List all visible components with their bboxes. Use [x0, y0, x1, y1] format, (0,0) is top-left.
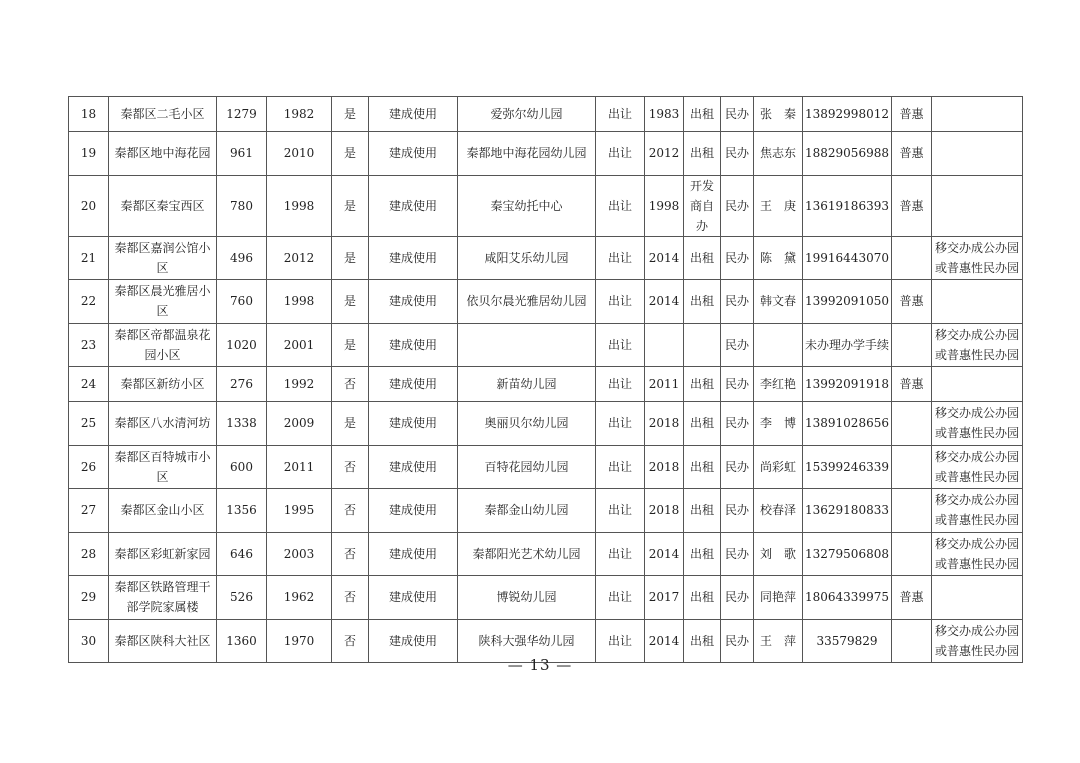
cell-households: 1279	[217, 97, 267, 132]
cell-year-built: 2009	[267, 402, 332, 446]
cell-supporting: 否	[332, 445, 369, 489]
cell-start-year	[645, 323, 684, 367]
cell-principal: 同艳萍	[754, 576, 803, 620]
cell-start-year: 2014	[645, 619, 684, 663]
page-number: — 13 —	[507, 656, 573, 674]
cell-remark: 移交办成公办园或普惠性民办园	[932, 236, 1023, 280]
cell-principal: 校春泽	[754, 489, 803, 533]
cell-remark	[932, 367, 1023, 402]
cell-year-built: 2001	[267, 323, 332, 367]
cell-operation-mode: 出租	[684, 445, 721, 489]
cell-operation-mode: 出租	[684, 576, 721, 620]
cell-year-built: 1995	[267, 489, 332, 533]
cell-usage-status: 建成使用	[369, 402, 458, 446]
cell-phone: 19916443070	[803, 236, 892, 280]
cell-start-year: 2018	[645, 445, 684, 489]
cell-principal: 陈 黛	[754, 236, 803, 280]
cell-remark: 移交办成公办园或普惠性民办园	[932, 445, 1023, 489]
cell-households: 526	[217, 576, 267, 620]
table-row	[69, 132, 1023, 176]
cell-community-name: 秦都区地中海花园	[109, 132, 217, 176]
cell-supporting: 是	[332, 402, 369, 446]
cell-kindergarten-name: 爱弥尔幼儿园	[458, 97, 596, 132]
cell-principal: 李红艳	[754, 367, 803, 402]
cell-year-built: 1970	[267, 619, 332, 663]
cell-inclusive	[892, 532, 932, 576]
cell-start-year: 2014	[645, 236, 684, 280]
cell-seq-no: 26	[69, 445, 109, 489]
cell-inclusive: 普惠	[892, 175, 932, 236]
cell-kindergarten-name: 秦宝幼托中心	[458, 175, 596, 236]
cell-seq-no: 21	[69, 236, 109, 280]
cell-seq-no: 25	[69, 402, 109, 446]
cell-usage-status: 建成使用	[369, 97, 458, 132]
cell-remark: 移交办成公办园或普惠性民办园	[932, 619, 1023, 663]
cell-year-built: 2010	[267, 132, 332, 176]
cell-inclusive	[892, 489, 932, 533]
cell-operation-mode: 出租	[684, 97, 721, 132]
cell-supporting: 是	[332, 236, 369, 280]
cell-inclusive: 普惠	[892, 280, 932, 324]
cell-supporting: 否	[332, 489, 369, 533]
cell-inclusive: 普惠	[892, 97, 932, 132]
cell-phone: 15399246339	[803, 445, 892, 489]
cell-kindergarten-name: 依贝尔晨光雅居幼儿园	[458, 280, 596, 324]
table-row	[69, 445, 1023, 489]
cell-usage-status: 建成使用	[369, 532, 458, 576]
cell-remark	[932, 132, 1023, 176]
cell-phone: 13992091918	[803, 367, 892, 402]
cell-seq-no: 20	[69, 175, 109, 236]
cell-phone: 未办理办学手续	[803, 323, 892, 367]
cell-year-built: 1982	[267, 97, 332, 132]
cell-inclusive	[892, 402, 932, 446]
cell-principal: 王 萍	[754, 619, 803, 663]
cell-kindergarten-name: 咸阳艾乐幼儿园	[458, 236, 596, 280]
cell-principal: 李 博	[754, 402, 803, 446]
cell-kindergarten-name: 陕科大强华幼儿园	[458, 619, 596, 663]
cell-operation-mode: 开发商自办	[684, 175, 721, 236]
cell-community-name: 秦都区晨光雅居小区	[109, 280, 217, 324]
cell-school-type: 民办	[721, 236, 754, 280]
cell-community-name: 秦都区新纺小区	[109, 367, 217, 402]
cell-school-type: 民办	[721, 367, 754, 402]
cell-seq-no: 22	[69, 280, 109, 324]
cell-inclusive	[892, 445, 932, 489]
table-row	[69, 402, 1023, 446]
cell-supporting: 是	[332, 280, 369, 324]
cell-school-type: 民办	[721, 97, 754, 132]
cell-households: 1020	[217, 323, 267, 367]
cell-usage-status: 建成使用	[369, 175, 458, 236]
cell-land-type: 出让	[596, 402, 645, 446]
table-row	[69, 532, 1023, 576]
cell-usage-status: 建成使用	[369, 280, 458, 324]
cell-operation-mode	[684, 323, 721, 367]
cell-start-year: 2011	[645, 367, 684, 402]
cell-year-built: 2012	[267, 236, 332, 280]
cell-operation-mode: 出租	[684, 489, 721, 533]
cell-start-year: 2017	[645, 576, 684, 620]
cell-community-name: 秦都区铁路管理干部学院家属楼	[109, 576, 217, 620]
cell-phone: 13619186393	[803, 175, 892, 236]
cell-community-name: 秦都区二毛小区	[109, 97, 217, 132]
cell-land-type: 出让	[596, 236, 645, 280]
cell-kindergarten-name: 新苗幼儿园	[458, 367, 596, 402]
cell-kindergarten-name: 秦都地中海花园幼儿园	[458, 132, 596, 176]
cell-start-year: 1998	[645, 175, 684, 236]
cell-seq-no: 28	[69, 532, 109, 576]
cell-operation-mode: 出租	[684, 236, 721, 280]
cell-land-type: 出让	[596, 323, 645, 367]
cell-principal: 焦志东	[754, 132, 803, 176]
cell-seq-no: 29	[69, 576, 109, 620]
cell-households: 1338	[217, 402, 267, 446]
cell-principal	[754, 323, 803, 367]
cell-phone: 13629180833	[803, 489, 892, 533]
cell-usage-status: 建成使用	[369, 619, 458, 663]
table-row	[69, 323, 1023, 367]
cell-usage-status: 建成使用	[369, 445, 458, 489]
cell-supporting: 是	[332, 323, 369, 367]
cell-supporting: 是	[332, 175, 369, 236]
cell-inclusive: 普惠	[892, 576, 932, 620]
cell-kindergarten-name: 秦都阳光艺术幼儿园	[458, 532, 596, 576]
cell-community-name: 秦都区嘉润公馆小区	[109, 236, 217, 280]
cell-start-year: 2012	[645, 132, 684, 176]
cell-land-type: 出让	[596, 576, 645, 620]
table-row	[69, 236, 1023, 280]
cell-year-built: 1998	[267, 175, 332, 236]
cell-land-type: 出让	[596, 532, 645, 576]
table-row	[69, 367, 1023, 402]
cell-supporting: 否	[332, 576, 369, 620]
cell-land-type: 出让	[596, 280, 645, 324]
cell-principal: 刘 歌	[754, 532, 803, 576]
cell-households: 961	[217, 132, 267, 176]
cell-land-type: 出让	[596, 132, 645, 176]
cell-kindergarten-name	[458, 323, 596, 367]
cell-school-type: 民办	[721, 576, 754, 620]
cell-inclusive	[892, 236, 932, 280]
cell-school-type: 民办	[721, 175, 754, 236]
cell-community-name: 秦都区秦宝西区	[109, 175, 217, 236]
table-row	[69, 280, 1023, 324]
cell-kindergarten-name: 奥丽贝尔幼儿园	[458, 402, 596, 446]
cell-households: 780	[217, 175, 267, 236]
cell-households: 1356	[217, 489, 267, 533]
cell-usage-status: 建成使用	[369, 132, 458, 176]
cell-kindergarten-name: 博锐幼儿园	[458, 576, 596, 620]
cell-households: 646	[217, 532, 267, 576]
cell-principal: 韩文春	[754, 280, 803, 324]
cell-school-type: 民办	[721, 532, 754, 576]
cell-phone: 13992091050	[803, 280, 892, 324]
cell-remark: 移交办成公办园或普惠性民办园	[932, 402, 1023, 446]
cell-seq-no: 24	[69, 367, 109, 402]
cell-year-built: 1998	[267, 280, 332, 324]
cell-community-name: 秦都区八水清河坊	[109, 402, 217, 446]
cell-usage-status: 建成使用	[369, 367, 458, 402]
cell-remark	[932, 175, 1023, 236]
cell-phone: 33579829	[803, 619, 892, 663]
cell-school-type: 民办	[721, 619, 754, 663]
cell-remark: 移交办成公办园或普惠性民办园	[932, 323, 1023, 367]
cell-school-type: 民办	[721, 280, 754, 324]
cell-land-type: 出让	[596, 97, 645, 132]
cell-operation-mode: 出租	[684, 367, 721, 402]
cell-start-year: 1983	[645, 97, 684, 132]
cell-seq-no: 18	[69, 97, 109, 132]
cell-remark	[932, 280, 1023, 324]
cell-operation-mode: 出租	[684, 280, 721, 324]
cell-land-type: 出让	[596, 489, 645, 533]
cell-supporting: 是	[332, 132, 369, 176]
table-row	[69, 97, 1023, 132]
cell-land-type: 出让	[596, 367, 645, 402]
cell-school-type: 民办	[721, 323, 754, 367]
cell-supporting: 否	[332, 367, 369, 402]
cell-usage-status: 建成使用	[369, 236, 458, 280]
cell-kindergarten-name: 秦都金山幼儿园	[458, 489, 596, 533]
cell-households: 276	[217, 367, 267, 402]
cell-households: 496	[217, 236, 267, 280]
cell-households: 1360	[217, 619, 267, 663]
table-row	[69, 576, 1023, 620]
cell-seq-no: 19	[69, 132, 109, 176]
cell-inclusive	[892, 323, 932, 367]
cell-usage-status: 建成使用	[369, 489, 458, 533]
cell-supporting: 否	[332, 619, 369, 663]
table-row	[69, 175, 1023, 236]
cell-phone: 13279506808	[803, 532, 892, 576]
kindergarten-table	[68, 96, 1023, 663]
cell-usage-status: 建成使用	[369, 576, 458, 620]
cell-principal: 张 秦	[754, 97, 803, 132]
cell-principal: 王 庚	[754, 175, 803, 236]
cell-operation-mode: 出租	[684, 532, 721, 576]
cell-start-year: 2018	[645, 489, 684, 533]
cell-inclusive: 普惠	[892, 132, 932, 176]
cell-seq-no: 27	[69, 489, 109, 533]
cell-seq-no: 23	[69, 323, 109, 367]
cell-households: 600	[217, 445, 267, 489]
cell-operation-mode: 出租	[684, 619, 721, 663]
cell-remark	[932, 97, 1023, 132]
cell-supporting: 是	[332, 97, 369, 132]
cell-households: 760	[217, 280, 267, 324]
table-row	[69, 489, 1023, 533]
cell-school-type: 民办	[721, 489, 754, 533]
cell-year-built: 1992	[267, 367, 332, 402]
cell-remark	[932, 576, 1023, 620]
cell-school-type: 民办	[721, 132, 754, 176]
cell-year-built: 2003	[267, 532, 332, 576]
cell-community-name: 秦都区百特城市小区	[109, 445, 217, 489]
cell-remark: 移交办成公办园或普惠性民办园	[932, 489, 1023, 533]
cell-community-name: 秦都区陕科大社区	[109, 619, 217, 663]
cell-school-type: 民办	[721, 402, 754, 446]
cell-phone: 13891028656	[803, 402, 892, 446]
cell-phone: 13892998012	[803, 97, 892, 132]
cell-operation-mode: 出租	[684, 132, 721, 176]
cell-land-type: 出让	[596, 619, 645, 663]
cell-land-type: 出让	[596, 175, 645, 236]
cell-seq-no: 30	[69, 619, 109, 663]
cell-remark: 移交办成公办园或普惠性民办园	[932, 532, 1023, 576]
cell-year-built: 1962	[267, 576, 332, 620]
cell-community-name: 秦都区帝都温泉花园小区	[109, 323, 217, 367]
cell-community-name: 秦都区彩虹新家园	[109, 532, 217, 576]
cell-start-year: 2014	[645, 532, 684, 576]
cell-community-name: 秦都区金山小区	[109, 489, 217, 533]
cell-principal: 尚彩虹	[754, 445, 803, 489]
cell-phone: 18829056988	[803, 132, 892, 176]
cell-kindergarten-name: 百特花园幼儿园	[458, 445, 596, 489]
cell-inclusive: 普惠	[892, 367, 932, 402]
cell-phone: 18064339975	[803, 576, 892, 620]
cell-operation-mode: 出租	[684, 402, 721, 446]
cell-school-type: 民办	[721, 445, 754, 489]
cell-year-built: 2011	[267, 445, 332, 489]
cell-start-year: 2014	[645, 280, 684, 324]
cell-land-type: 出让	[596, 445, 645, 489]
cell-start-year: 2018	[645, 402, 684, 446]
cell-usage-status: 建成使用	[369, 323, 458, 367]
cell-supporting: 否	[332, 532, 369, 576]
